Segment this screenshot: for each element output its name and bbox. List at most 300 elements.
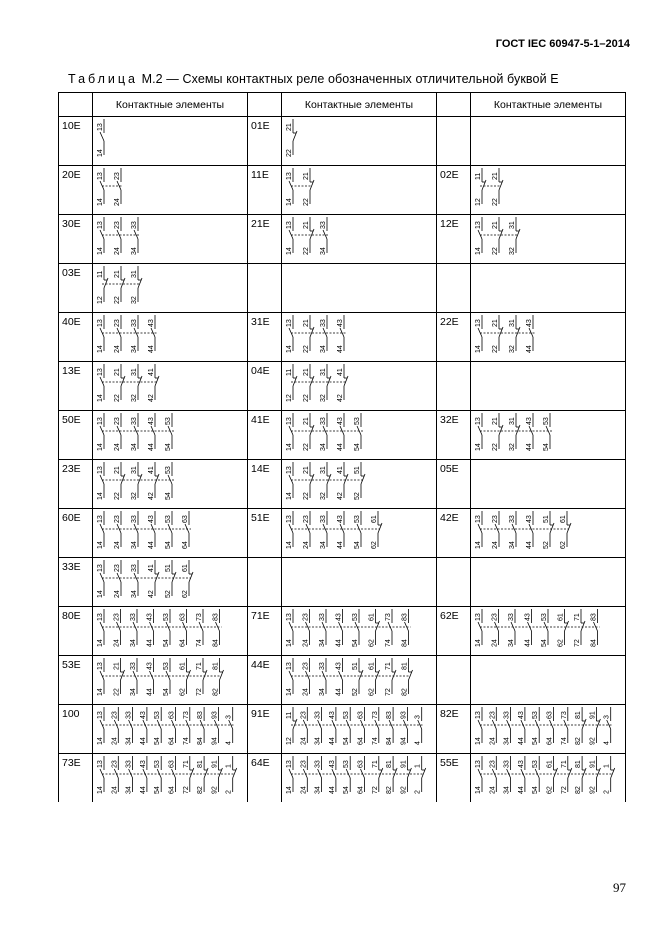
terminal-label: 32	[509, 247, 516, 255]
terminal-label: 93	[400, 711, 408, 719]
terminal-label: 23	[302, 662, 310, 670]
terminal-label: 53	[163, 613, 170, 621]
contact-diagram	[282, 166, 436, 210]
terminal-label: 42	[337, 492, 344, 500]
terminal-label: 94	[211, 737, 219, 745]
nc-contact	[354, 462, 365, 500]
terminal-label: 71	[560, 760, 568, 768]
designation-cell	[437, 117, 471, 166]
terminal-label: 33	[320, 515, 327, 523]
nc-contact	[475, 168, 486, 206]
terminal-label: 2	[225, 790, 233, 794]
no-contact	[492, 511, 499, 549]
contact-diagram	[471, 313, 625, 357]
no-contact	[180, 609, 187, 647]
terminal-label: 34	[125, 737, 133, 745]
no-contact	[114, 217, 121, 255]
no-contact	[169, 756, 176, 794]
designation-code: 20E	[62, 169, 81, 181]
designation-cell	[248, 411, 282, 460]
designation-cell	[59, 656, 93, 705]
terminal-label: 13	[286, 172, 293, 180]
terminal-label: 24	[491, 639, 499, 647]
terminal-label: 32	[320, 492, 327, 500]
contact-diagram	[282, 411, 436, 455]
terminal-label: 24	[114, 345, 121, 353]
no-contact	[182, 511, 189, 549]
terminal-label: 74	[182, 737, 190, 745]
nc-contact	[589, 707, 600, 745]
terminal-label: 71	[371, 760, 379, 768]
terminal-label: 84	[197, 737, 205, 745]
no-contact	[97, 756, 104, 794]
no-contact	[561, 707, 568, 745]
no-contact	[114, 511, 121, 549]
nc-contact	[492, 217, 503, 255]
terminal-label: 61	[179, 662, 187, 670]
contact-diagram	[282, 460, 436, 504]
terminal-label: 51	[352, 662, 359, 670]
designation-cell	[59, 509, 93, 558]
no-contact	[114, 560, 121, 598]
terminal-label: 33	[131, 417, 138, 425]
contact-diagram-cell	[282, 264, 437, 313]
terminal-label: 92	[211, 786, 219, 794]
nc-contact	[303, 315, 314, 353]
terminal-label: 23	[114, 221, 121, 229]
terminal-label: 22	[114, 394, 121, 402]
nc-contact	[372, 756, 383, 794]
no-contact	[475, 315, 482, 353]
designation-code: 03E	[62, 267, 81, 279]
nc-contact	[114, 364, 125, 402]
no-contact	[591, 609, 598, 647]
terminal-label: 41	[148, 564, 155, 572]
terminal-label: 72	[560, 786, 568, 794]
terminal-label: 82	[401, 688, 409, 696]
contact-diagram-cell	[93, 166, 248, 215]
no-contact	[211, 707, 218, 745]
terminal-label: 13	[475, 221, 482, 229]
nc-contact	[303, 413, 314, 451]
contact-diagram	[471, 411, 625, 455]
terminal-label: 43	[146, 613, 154, 621]
designation-code: 55E	[440, 757, 459, 769]
terminal-label: 42	[148, 492, 155, 500]
terminal-label: 53	[343, 711, 351, 719]
designation-code: 30E	[62, 218, 81, 230]
no-contact	[329, 707, 336, 745]
terminal-label: 72	[574, 639, 581, 647]
table-row	[59, 117, 626, 166]
terminal-label: 72	[371, 786, 379, 794]
terminal-label: 61	[182, 564, 189, 572]
contact-diagram	[282, 754, 436, 798]
terminal-label: 33	[131, 319, 138, 327]
terminal-label: 82	[575, 737, 583, 745]
no-contact	[518, 756, 525, 794]
no-contact	[97, 364, 104, 402]
terminal-label: 14	[97, 198, 104, 206]
contact-diagram	[471, 166, 625, 210]
nc-contact	[337, 364, 348, 402]
terminal-label: 54	[343, 786, 351, 794]
terminal-label: 34	[319, 688, 326, 696]
contact-diagram	[282, 705, 436, 749]
terminal-label: 13	[97, 172, 104, 180]
terminal-label: 91	[400, 760, 408, 768]
nc-contact	[604, 756, 615, 794]
no-contact	[97, 315, 104, 353]
contact-diagram-cell	[282, 558, 437, 607]
terminal-label: 43	[148, 319, 155, 327]
designation-code: 60E	[62, 512, 81, 524]
terminal-label: 32	[131, 394, 138, 402]
no-contact	[492, 609, 499, 647]
terminal-label: 23	[114, 564, 121, 572]
terminal-label: 3	[225, 715, 233, 719]
contact-diagram	[93, 509, 247, 553]
terminal-label: 14	[97, 247, 104, 255]
nc-contact	[337, 462, 348, 500]
no-contact	[319, 609, 326, 647]
contact-diagram-cell	[93, 264, 248, 313]
terminal-label: 64	[168, 737, 176, 745]
terminal-label: 53	[354, 417, 361, 425]
nc-contact	[286, 707, 297, 745]
terminal-label: 14	[97, 639, 104, 647]
terminal-label: 53	[154, 711, 162, 719]
terminal-label: 34	[131, 590, 138, 598]
terminal-label: 44	[146, 688, 154, 696]
terminal-label: 13	[475, 319, 482, 327]
terminal-label: 81	[386, 760, 394, 768]
terminal-label: 24	[300, 737, 308, 745]
designation-cell	[248, 656, 282, 705]
nc-contact	[114, 658, 125, 696]
terminal-label: 4	[414, 741, 422, 745]
terminal-label: 62	[179, 688, 187, 696]
table-row	[59, 362, 626, 411]
terminal-label: 53	[532, 711, 540, 719]
terminal-label: 22	[303, 345, 310, 353]
terminal-label: 21	[114, 270, 121, 278]
designation-cell	[248, 705, 282, 754]
contact-diagram	[93, 166, 247, 210]
no-contact	[148, 315, 155, 353]
terminal-label: 22	[303, 247, 310, 255]
designation-cell	[437, 705, 471, 754]
no-contact	[140, 707, 147, 745]
nc-contact	[320, 462, 331, 500]
designation-code: 32E	[440, 414, 459, 426]
no-contact	[97, 168, 104, 206]
no-contact	[532, 707, 539, 745]
designation-code: 91E	[251, 708, 270, 720]
designation-code: 12E	[440, 218, 459, 230]
terminal-label: 21	[113, 662, 121, 670]
terminal-label: 44	[526, 443, 533, 451]
no-contact	[286, 168, 293, 206]
terminal-label: 21	[492, 172, 499, 180]
nc-contact	[543, 511, 554, 549]
terminal-label: 43	[337, 515, 344, 523]
no-contact	[97, 119, 104, 157]
terminal-label: 81	[401, 662, 409, 670]
terminal-label: 34	[131, 443, 138, 451]
terminal-label: 21	[492, 319, 499, 327]
contact-diagram-cell	[93, 313, 248, 362]
terminal-label: 21	[303, 172, 310, 180]
contact-diagram-cell	[93, 558, 248, 607]
contact-diagram-cell	[282, 607, 437, 656]
designation-code: 02E	[440, 169, 459, 181]
contact-diagram-cell	[471, 558, 626, 607]
terminal-label: 22	[286, 149, 293, 157]
no-contact	[329, 756, 336, 794]
designation-code: 40E	[62, 316, 81, 328]
contact-diagram-cell	[471, 705, 626, 754]
terminal-label: 54	[354, 443, 361, 451]
terminal-label: 24	[114, 590, 121, 598]
designation-cell	[59, 558, 93, 607]
contact-diagram-cell	[471, 117, 626, 166]
table-row	[59, 754, 626, 803]
terminal-label: 82	[386, 786, 394, 794]
terminal-label: 71	[385, 662, 392, 670]
terminal-label: 53	[343, 760, 351, 768]
terminal-label: 33	[320, 417, 327, 425]
terminal-label: 53	[532, 760, 540, 768]
terminal-label: 34	[320, 345, 327, 353]
terminal-label: 52	[165, 590, 172, 598]
contact-diagram	[93, 705, 247, 749]
nc-contact	[558, 609, 569, 647]
terminal-label: 73	[196, 613, 203, 621]
terminal-label: 14	[286, 492, 293, 500]
terminal-label: 33	[319, 662, 326, 670]
terminal-label: 33	[131, 515, 138, 523]
nc-contact	[97, 266, 108, 304]
nc-contact	[148, 462, 159, 500]
terminal-label: 43	[526, 417, 533, 425]
contact-diagram-cell	[471, 754, 626, 803]
terminal-label: 93	[211, 711, 219, 719]
terminal-label: 43	[328, 760, 336, 768]
terminal-label: 11	[475, 172, 482, 180]
terminal-label: 53	[165, 466, 172, 474]
terminal-label: 51	[165, 564, 172, 572]
nc-contact	[509, 413, 520, 451]
nc-contact	[303, 217, 314, 255]
no-contact	[165, 511, 172, 549]
nc-contact	[303, 364, 314, 402]
terminal-label: 23	[114, 417, 121, 425]
no-contact	[111, 756, 118, 794]
terminal-label: 62	[546, 786, 554, 794]
no-contact	[303, 658, 310, 696]
terminal-label: 12	[286, 737, 293, 745]
no-contact	[385, 609, 392, 647]
terminal-label: 13	[97, 760, 104, 768]
table-row	[59, 166, 626, 215]
no-contact	[114, 609, 121, 647]
terminal-label: 22	[492, 247, 499, 255]
terminal-label: 71	[196, 662, 203, 670]
terminal-label: 43	[517, 760, 525, 768]
terminal-label: 33	[314, 711, 322, 719]
terminal-label: 21	[492, 221, 499, 229]
terminal-label: 34	[131, 541, 138, 549]
nc-contact	[286, 364, 297, 402]
terminal-label: 41	[148, 466, 155, 474]
terminal-label: 22	[492, 443, 499, 451]
contact-diagram-cell	[93, 460, 248, 509]
terminal-label: 33	[125, 711, 133, 719]
terminal-label: 81	[575, 760, 583, 768]
terminal-label: 23	[300, 760, 308, 768]
designation-code: 62E	[440, 610, 459, 622]
no-contact	[547, 707, 554, 745]
terminal-label: 73	[182, 711, 190, 719]
no-contact	[131, 413, 138, 451]
no-contact	[541, 609, 548, 647]
terminal-label: 43	[337, 319, 344, 327]
terminal-label: 84	[386, 737, 394, 745]
terminal-label: 24	[114, 198, 121, 206]
nc-contact	[371, 511, 382, 549]
terminal-label: 21	[114, 466, 121, 474]
contact-schemes-table	[58, 92, 626, 802]
no-contact	[286, 413, 293, 451]
terminal-label: 13	[286, 417, 293, 425]
terminal-label: 14	[97, 688, 104, 696]
terminal-label: 53	[543, 417, 550, 425]
no-contact	[525, 609, 532, 647]
terminal-label: 22	[303, 394, 310, 402]
terminal-label: 31	[131, 270, 138, 278]
no-contact	[320, 315, 327, 353]
table-caption	[68, 72, 559, 86]
nc-contact	[303, 462, 314, 500]
terminal-label: 82	[197, 786, 205, 794]
nc-contact	[183, 756, 194, 794]
contact-diagram-cell	[93, 117, 248, 166]
terminal-label: 23	[489, 760, 497, 768]
terminal-label: 14	[97, 443, 104, 451]
terminal-label: 14	[286, 198, 293, 206]
no-contact	[475, 217, 482, 255]
terminal-label: 74	[560, 737, 568, 745]
terminal-label: 54	[543, 443, 550, 451]
nc-contact	[352, 658, 363, 696]
contact-diagram-cell	[471, 313, 626, 362]
terminal-label: 34	[320, 541, 327, 549]
terminal-label: 64	[546, 737, 554, 745]
terminal-label: 24	[113, 639, 121, 647]
terminal-label: 63	[546, 711, 554, 719]
contact-diagram-cell	[282, 656, 437, 705]
no-contact	[97, 511, 104, 549]
designation-code: 01E	[251, 120, 270, 132]
terminal-label: 41	[148, 368, 155, 376]
terminal-label: 14	[97, 737, 104, 745]
terminal-label: 14	[475, 737, 482, 745]
no-contact	[504, 756, 511, 794]
nc-contact	[386, 756, 397, 794]
terminal-label: 73	[371, 711, 379, 719]
designation-cell	[59, 411, 93, 460]
terminal-label: 21	[303, 319, 310, 327]
terminal-label: 44	[337, 443, 344, 451]
no-contact	[354, 511, 361, 549]
terminal-label: 61	[546, 760, 554, 768]
terminal-label: 54	[532, 737, 540, 745]
terminal-label: 23	[302, 613, 310, 621]
no-contact	[475, 707, 482, 745]
contact-diagram	[282, 313, 436, 357]
designation-code: 71E	[251, 610, 270, 622]
terminal-label: 22	[303, 492, 310, 500]
terminal-label: 51	[354, 466, 361, 474]
table-row	[59, 215, 626, 264]
contact-diagram	[471, 215, 625, 259]
table-row	[59, 656, 626, 705]
designation-cell	[59, 705, 93, 754]
no-contact	[543, 413, 550, 451]
nc-contact	[575, 707, 586, 745]
nc-contact	[197, 756, 208, 794]
terminal-label: 33	[319, 613, 326, 621]
no-contact	[319, 658, 326, 696]
terminal-label: 13	[475, 515, 482, 523]
terminal-label: 14	[97, 492, 104, 500]
no-contact	[114, 168, 121, 206]
terminal-label: 72	[196, 688, 203, 696]
terminal-label: 44	[517, 737, 525, 745]
terminal-label: 14	[97, 149, 104, 157]
no-contact	[286, 462, 293, 500]
designation-cell	[59, 215, 93, 264]
terminal-label: 43	[526, 515, 533, 523]
no-contact	[509, 511, 516, 549]
no-contact	[352, 609, 359, 647]
terminal-label: 12	[286, 394, 293, 402]
terminal-label: 14	[286, 639, 293, 647]
no-contact	[286, 511, 293, 549]
terminal-label: 72	[182, 786, 190, 794]
no-contact	[489, 756, 496, 794]
terminal-label: 13	[97, 417, 104, 425]
terminal-label: 34	[503, 786, 511, 794]
terminal-label: 13	[97, 368, 104, 376]
terminal-label: 22	[303, 443, 310, 451]
terminal-label: 14	[286, 786, 293, 794]
terminal-label: 42	[337, 394, 344, 402]
terminal-label: 54	[165, 492, 172, 500]
nc-contact	[165, 560, 176, 598]
terminal-label: 14	[286, 443, 293, 451]
terminal-label: 71	[574, 613, 581, 621]
terminal-label: 62	[182, 590, 189, 598]
no-contact	[97, 658, 104, 696]
terminal-label: 33	[503, 760, 511, 768]
column-header-3: Контактные элементы	[471, 93, 626, 117]
contact-diagram	[93, 215, 247, 259]
nc-contact	[402, 658, 413, 696]
terminal-label: 83	[590, 613, 598, 621]
terminal-label: 22	[113, 688, 121, 696]
